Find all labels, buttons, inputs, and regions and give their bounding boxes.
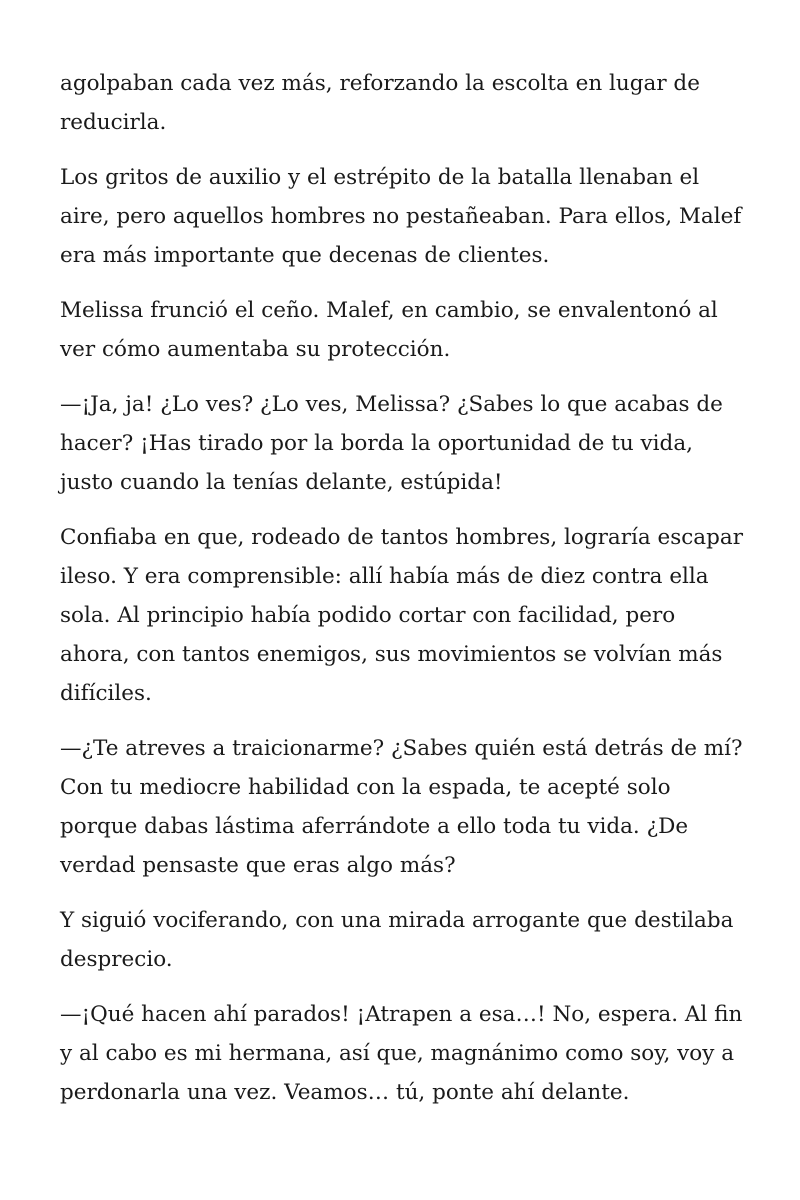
- paragraph: Melissa frunció el ceño. Malef, en cambio, se envalentonó al ver cómo aumentaba su protección.: [60, 298, 718, 362]
- paragraph: Los gritos de auxilio y el estrépito de la batalla llenaban el aire, pero aquellos hombres no pestañeaban. Para ellos, Malef era más importante que decenas de clientes.: [60, 165, 742, 268]
- paragraph: Confiaba en que, rodeado de tantos hombres, lograría escapar ileso. Y era comprensible: allí había más de diez contra ella sola. Al principio había podido cortar con facilidad, pero ahora, con tantos enemigos, sus movimientos se volvían más difíciles.: [60, 525, 743, 706]
- paragraph: —¿Te atreves a traicionarme? ¿Sabes quién está detrás de mí? Con tu mediocre habilidad con la espada, te acepté solo porque dabas lástima aferrándote a ello toda tu vida. ¿De verdad pensaste que eras algo más?: [60, 736, 743, 878]
- paragraph: Y siguió vociferando, con una mirada arrogante que destilaba desprecio.: [60, 908, 734, 972]
- paragraph: —¡Qué hacen ahí parados! ¡Atrapen a esa…! No, espera. Al fin y al cabo es mi hermana, así que, magnánimo como soy, voy a perdonarla una vez. Veamos… tú, ponte ahí delante.: [60, 1002, 743, 1105]
- paragraph: agolpaban cada vez más, reforzando la escolta en lugar de reducirla.: [60, 71, 700, 135]
- paragraph: —¡Ja, ja! ¿Lo ves? ¿Lo ves, Melissa? ¿Sabes lo que acabas de hacer? ¡Has tirado por la borda la oportunidad de tu vida, justo cuando la tenías delante, estúpida!: [60, 392, 723, 495]
- document-page: [60, 64, 750, 1128]
